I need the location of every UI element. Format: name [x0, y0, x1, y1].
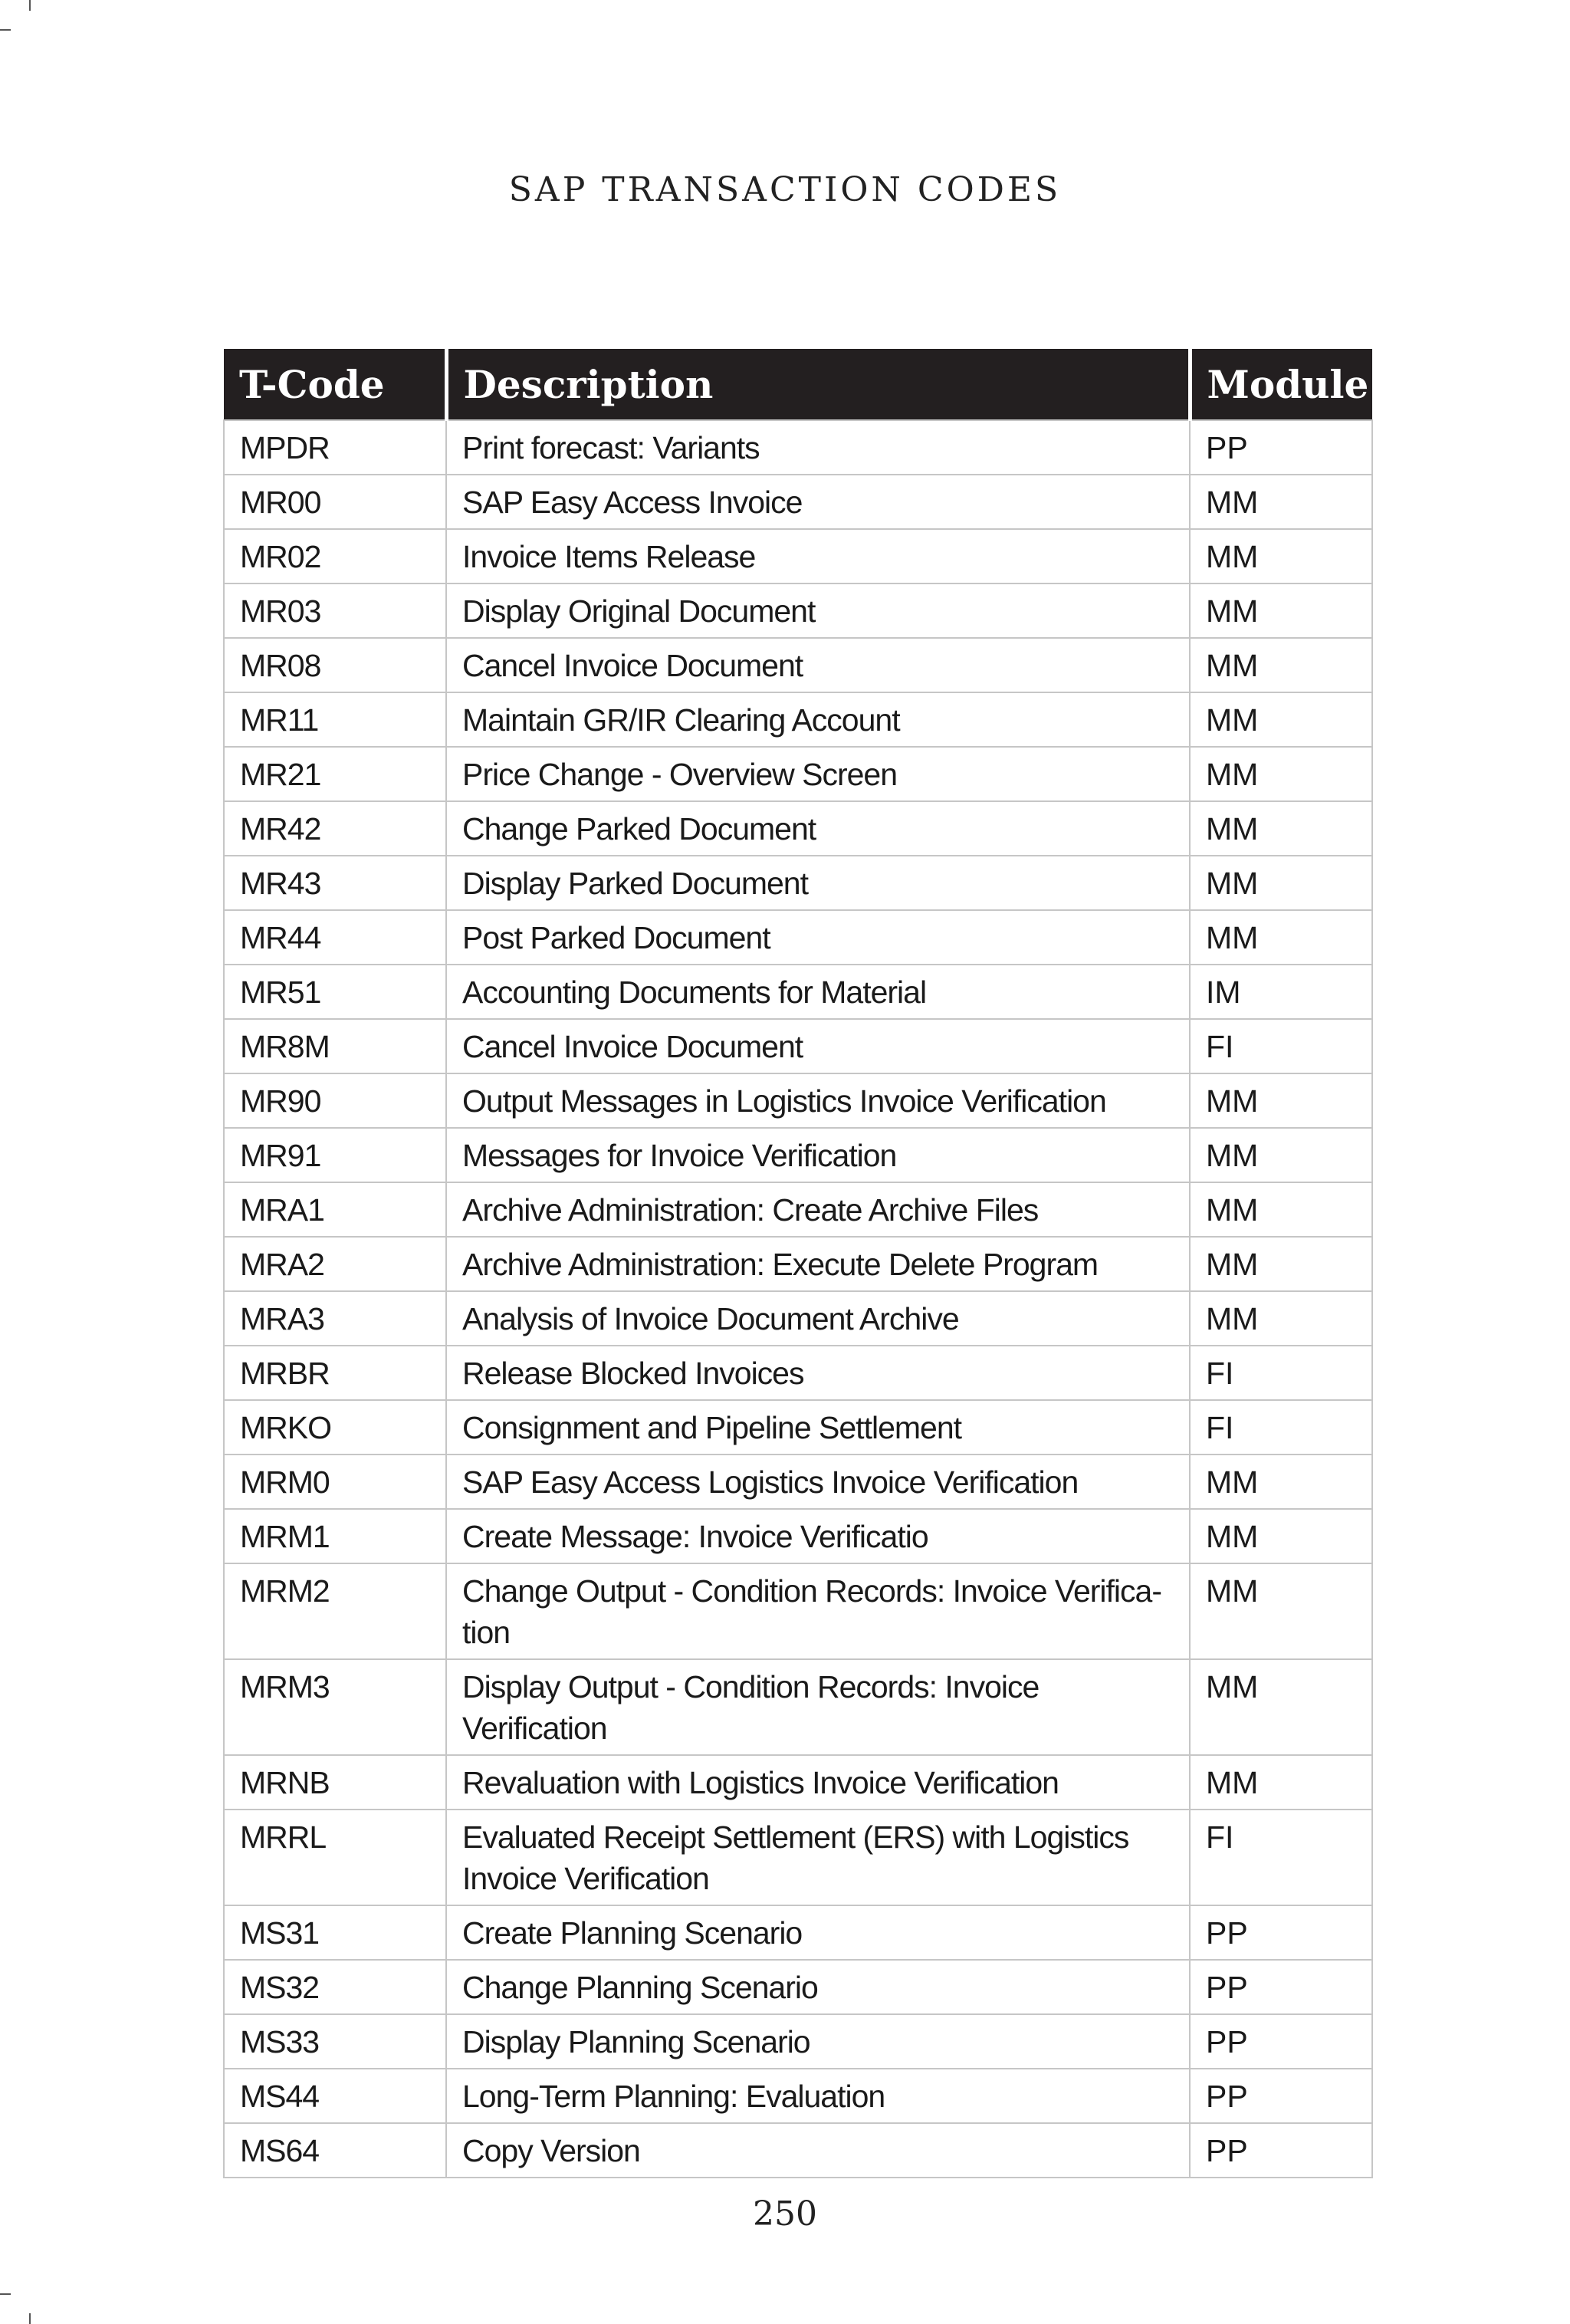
table-row [224, 1509, 1372, 1563]
module-cell: MM [1190, 692, 1372, 747]
description-cell: SAP Easy Access Logistics Invoice Verification [446, 1455, 1190, 1509]
description-cell: SAP Easy Access Invoice [446, 475, 1190, 529]
module-cell: MM [1190, 1073, 1372, 1128]
module-cell: FI [1190, 1019, 1372, 1073]
column-header-module: Module [1190, 349, 1372, 420]
tcode-cell: MR51 [224, 965, 446, 1019]
table-row [224, 2014, 1372, 2069]
tcode-table [223, 349, 1373, 2178]
module-cell: PP [1190, 1905, 1372, 1960]
description-cell: Create Planning Scenario [446, 1905, 1190, 1960]
tcode-cell: MS33 [224, 2014, 446, 2069]
table-row [224, 1346, 1372, 1400]
tcode-cell: MRRL [224, 1810, 446, 1905]
module-cell: MM [1190, 529, 1372, 583]
tcode-cell: MS44 [224, 2069, 446, 2123]
description-cell: Copy Version [446, 2123, 1190, 2178]
description-cell: Long-Term Planning: Evaluation [446, 2069, 1190, 2123]
table-row [224, 965, 1372, 1019]
tcode-cell: MR08 [224, 638, 446, 692]
tcode-cell: MR02 [224, 529, 446, 583]
table-row [224, 1755, 1372, 1810]
tcode-cell: MR8M [224, 1019, 446, 1073]
table-row [224, 747, 1372, 801]
tcode-cell: MRA2 [224, 1237, 446, 1291]
crop-mark-top-left-vertical [29, 0, 31, 11]
description-cell: Analysis of Invoice Document Archive [446, 1291, 1190, 1346]
description-cell: Cancel Invoice Document [446, 1019, 1190, 1073]
module-cell: MM [1190, 1128, 1372, 1182]
tcode-cell: MRM2 [224, 1563, 446, 1659]
table-row [224, 2123, 1372, 2178]
description-cell: Display Parked Document [446, 856, 1190, 910]
table-row [224, 1291, 1372, 1346]
tcode-cell: MS32 [224, 1960, 446, 2014]
column-header-description: Description [446, 349, 1190, 420]
description-cell: Display Original Document [446, 583, 1190, 638]
description-cell: Change Planning Scenario [446, 1960, 1190, 2014]
tcode-cell: MRM0 [224, 1455, 446, 1509]
tcode-cell: MR91 [224, 1128, 446, 1182]
tcode-cell: MRKO [224, 1400, 446, 1455]
description-cell: Invoice Items Release [446, 529, 1190, 583]
tcode-cell: MR21 [224, 747, 446, 801]
tcode-cell: MR11 [224, 692, 446, 747]
description-cell: Messages for Invoice Verification [446, 1128, 1190, 1182]
tcode-cell: MR42 [224, 801, 446, 856]
table-row [224, 2069, 1372, 2123]
table-row [224, 1128, 1372, 1182]
module-cell: FI [1190, 1810, 1372, 1905]
module-cell: MM [1190, 638, 1372, 692]
description-cell: Accounting Documents for Material [446, 965, 1190, 1019]
module-cell: MM [1190, 1455, 1372, 1509]
tcode-cell: MRNB [224, 1755, 446, 1810]
table-row [224, 529, 1372, 583]
module-cell: IM [1190, 965, 1372, 1019]
table-row [224, 1400, 1372, 1455]
table-row [224, 475, 1372, 529]
column-header-tcode: T-Code [224, 349, 446, 420]
tcode-cell: MPDR [224, 420, 446, 475]
table-row [224, 1073, 1372, 1128]
description-cell: Change Output - Condition Records: Invoice Verifica-tion [446, 1563, 1190, 1659]
description-cell: Price Change - Overview Screen [446, 747, 1190, 801]
module-cell: MM [1190, 583, 1372, 638]
module-cell: MM [1190, 1659, 1372, 1755]
module-cell: MM [1190, 1509, 1372, 1563]
table-row [224, 1019, 1372, 1073]
description-cell: Display Output - Condition Records: Invoice Verification [446, 1659, 1190, 1755]
module-cell: PP [1190, 420, 1372, 475]
module-cell: MM [1190, 1182, 1372, 1237]
crop-mark-top-left-horizontal [0, 29, 11, 31]
crop-mark-bottom-left-vertical [29, 2313, 31, 2324]
module-cell: FI [1190, 1400, 1372, 1455]
tcode-cell: MRA3 [224, 1291, 446, 1346]
crop-mark-bottom-left-horizontal [0, 2293, 11, 2295]
module-cell: MM [1190, 1563, 1372, 1659]
module-cell: MM [1190, 747, 1372, 801]
table-row [224, 583, 1372, 638]
module-cell: PP [1190, 1960, 1372, 2014]
tcode-cell: MR44 [224, 910, 446, 965]
table-row [224, 801, 1372, 856]
table-row [224, 1455, 1372, 1509]
module-cell: MM [1190, 910, 1372, 965]
module-cell: MM [1190, 475, 1372, 529]
description-cell: Consignment and Pipeline Settlement [446, 1400, 1190, 1455]
table-row [224, 1659, 1372, 1755]
module-cell: MM [1190, 801, 1372, 856]
tcode-cell: MR43 [224, 856, 446, 910]
table-row [224, 1810, 1372, 1905]
description-cell: Cancel Invoice Document [446, 638, 1190, 692]
table-body [224, 420, 1372, 2178]
table-row [224, 1237, 1372, 1291]
module-cell: MM [1190, 856, 1372, 910]
module-cell: PP [1190, 2014, 1372, 2069]
description-cell: Print forecast: Variants [446, 420, 1190, 475]
module-cell: MM [1190, 1237, 1372, 1291]
description-cell: Maintain GR/IR Clearing Account [446, 692, 1190, 747]
tcode-cell: MRA1 [224, 1182, 446, 1237]
module-cell: FI [1190, 1346, 1372, 1400]
page-number: 250 [753, 2194, 817, 2234]
tcode-cell: MR90 [224, 1073, 446, 1128]
table-row [224, 638, 1372, 692]
tcode-cell: MRM3 [224, 1659, 446, 1755]
description-cell: Post Parked Document [446, 910, 1190, 965]
module-cell: MM [1190, 1291, 1372, 1346]
tcode-cell: MRM1 [224, 1509, 446, 1563]
table-row [224, 1960, 1372, 2014]
tcode-cell: MR03 [224, 583, 446, 638]
table-row [224, 1182, 1372, 1237]
module-cell: PP [1190, 2069, 1372, 2123]
tcode-cell: MRBR [224, 1346, 446, 1400]
description-cell: Change Parked Document [446, 801, 1190, 856]
table-row [224, 910, 1372, 965]
table-row [224, 420, 1372, 475]
tcode-cell: MS31 [224, 1905, 446, 1960]
tcode-cell: MR00 [224, 475, 446, 529]
page-header: SAP TRANSACTION CODES [508, 170, 1062, 209]
description-cell: Evaluated Receipt Settlement (ERS) with Logistics Invoice Verification [446, 1810, 1190, 1905]
table-row [224, 1905, 1372, 1960]
table-header-row [224, 349, 1372, 420]
description-cell: Release Blocked Invoices [446, 1346, 1190, 1400]
table-row [224, 692, 1372, 747]
description-cell: Archive Administration: Create Archive Files [446, 1182, 1190, 1237]
description-cell: Revaluation with Logistics Invoice Verification [446, 1755, 1190, 1810]
description-cell: Create Message: Invoice Verificatio [446, 1509, 1190, 1563]
table-row [224, 856, 1372, 910]
tcode-cell: MS64 [224, 2123, 446, 2178]
table-row [224, 1563, 1372, 1659]
description-cell: Display Planning Scenario [446, 2014, 1190, 2069]
module-cell: PP [1190, 2123, 1372, 2178]
description-cell: Output Messages in Logistics Invoice Verification [446, 1073, 1190, 1128]
module-cell: MM [1190, 1755, 1372, 1810]
description-cell: Archive Administration: Execute Delete Program [446, 1237, 1190, 1291]
